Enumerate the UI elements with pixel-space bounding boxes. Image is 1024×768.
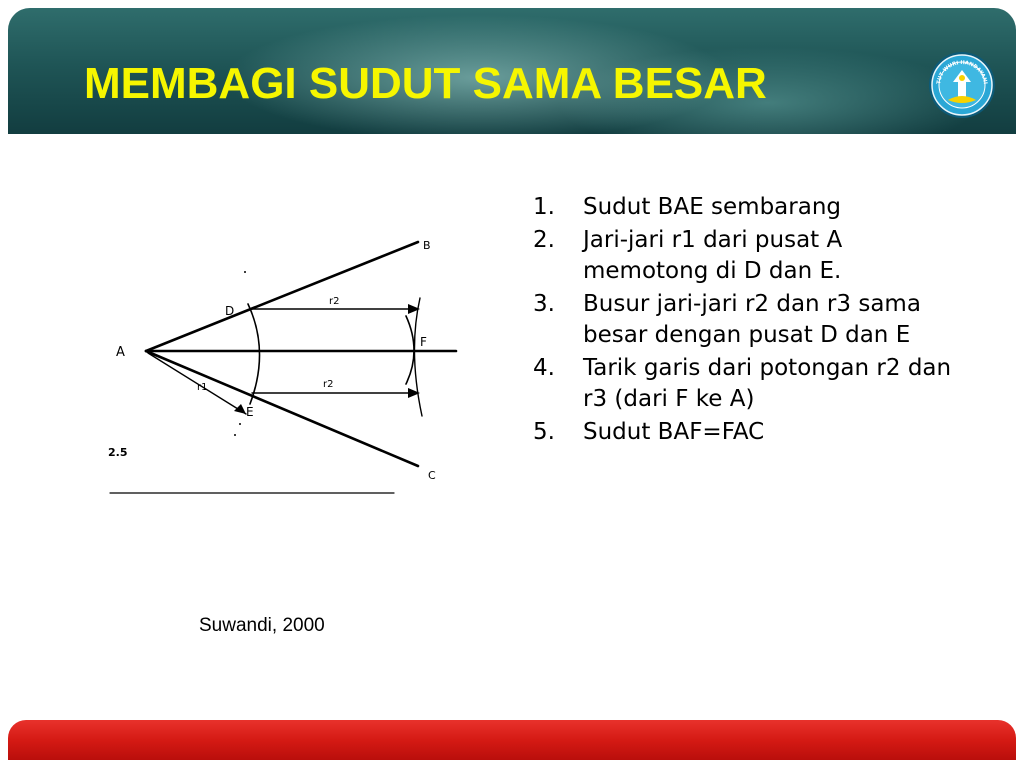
list-item	[533, 192, 973, 223]
tut-wuri-handayani-logo	[922, 48, 1002, 120]
angle-bisector-diagram	[100, 220, 470, 510]
arc-r3	[414, 298, 422, 416]
list-item	[533, 417, 973, 448]
step-number: 5.	[533, 419, 555, 445]
step-text: Busur jari-jari r2 dan r3 sama besar dengan pusat D dan E	[583, 291, 921, 348]
slide-header	[8, 8, 1016, 134]
label-r2-bottom: r2	[323, 379, 334, 390]
label-c: C	[428, 469, 436, 482]
footer-bar	[8, 720, 1016, 760]
ray-ac	[146, 351, 418, 466]
label-b: B	[423, 239, 431, 252]
step-number: 2.	[533, 227, 555, 253]
label-r2-top: r2	[329, 296, 340, 307]
step-number: 3.	[533, 291, 555, 317]
step-text: Tarik garis dari potongan r2 dan r3 (dari F ke A)	[583, 355, 952, 412]
logo-text: TUT WURI HANDAYANI	[936, 59, 988, 85]
arc-r1	[248, 304, 260, 404]
label-d: D	[225, 304, 235, 318]
list-item	[533, 225, 973, 287]
label-e: E	[246, 405, 254, 419]
label-a: A	[116, 345, 125, 360]
label-f: F	[420, 335, 427, 349]
slide-title: MEMBAGI SUDUT SAMA BESAR	[84, 59, 767, 108]
list-item	[533, 353, 973, 415]
list-item	[533, 289, 973, 351]
source-credit: Suwandi, 2000	[199, 615, 325, 636]
step-number: 1.	[533, 194, 555, 220]
steps-list	[533, 192, 973, 450]
step-text: Jari-jari r1 dari pusat A memotong di D dan E.	[583, 227, 843, 284]
label-scale: 2.5	[108, 446, 128, 459]
label-r1: r1	[197, 382, 208, 393]
step-text: Sudut BAF=FAC	[583, 419, 765, 445]
step-number: 4.	[533, 355, 555, 381]
ray-ab	[146, 242, 418, 351]
step-text: Sudut BAE sembarang	[583, 194, 841, 220]
